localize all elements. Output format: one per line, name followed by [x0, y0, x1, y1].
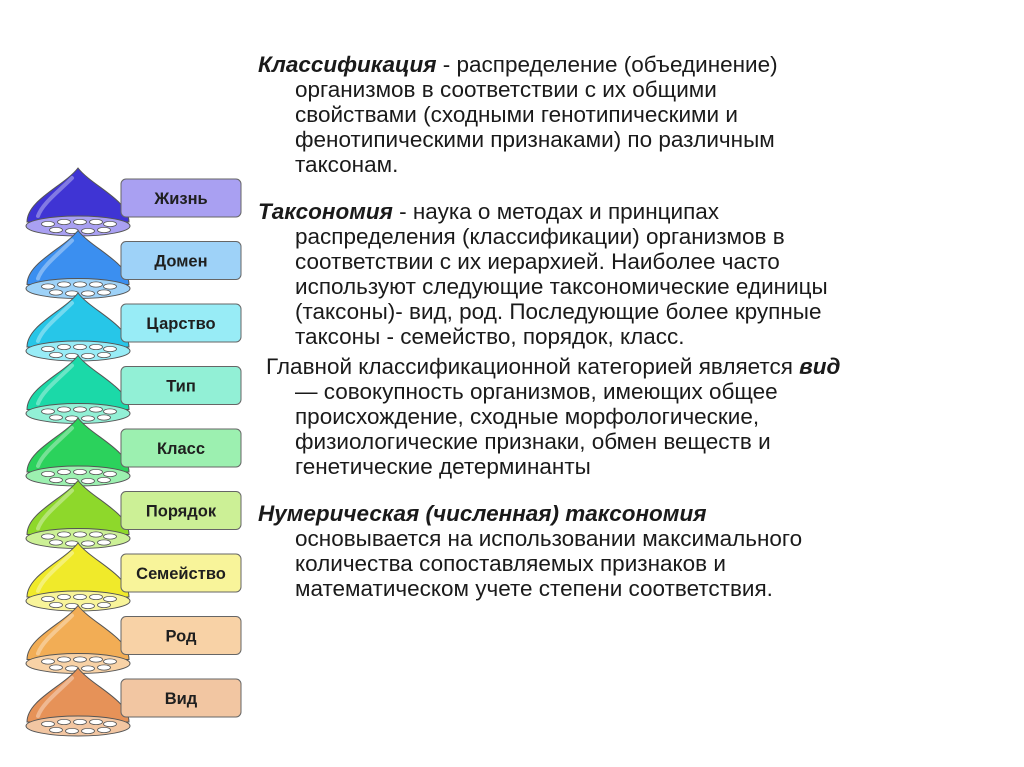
- cell-oval: [90, 532, 103, 537]
- cell-oval: [82, 291, 95, 296]
- classification-line: организмов в соответствии с их общими: [295, 77, 717, 102]
- dome: [27, 168, 129, 222]
- cell-oval: [42, 534, 55, 539]
- cell-oval: [98, 602, 111, 607]
- cell-oval: [42, 471, 55, 476]
- cell-oval: [58, 469, 71, 474]
- cell-oval: [74, 407, 87, 412]
- definitions-text: [258, 52, 998, 601]
- cell-oval: [98, 665, 111, 670]
- cell-oval: [50, 540, 63, 545]
- cell-oval: [58, 407, 71, 412]
- cell-oval: [82, 603, 95, 608]
- cell-oval: [82, 228, 95, 233]
- cell-oval: [104, 221, 117, 226]
- cell-oval: [74, 594, 87, 599]
- level-label: Домен: [154, 252, 208, 271]
- cell-oval: [58, 657, 71, 662]
- cell-oval: [50, 290, 63, 295]
- cell-oval: [90, 594, 103, 599]
- taxonomy-line: таксоны - семейство, порядок, класс.: [295, 324, 685, 349]
- cell-oval: [104, 471, 117, 476]
- species-line: генетические детерминанты: [295, 454, 591, 479]
- taxonomy-line: используют следующие таксономические единицы: [295, 274, 828, 299]
- term-taxonomy: Таксономия: [258, 199, 393, 224]
- cell-oval: [98, 477, 111, 482]
- cell-oval: [98, 352, 111, 357]
- dome: [27, 231, 129, 285]
- level-7: [26, 543, 241, 611]
- level-label: Класс: [156, 440, 206, 458]
- dome: [27, 543, 129, 597]
- cell-oval: [74, 344, 87, 349]
- cell-oval: [58, 219, 71, 224]
- numerical-taxonomy-paragraph: [258, 501, 998, 601]
- dome: [27, 668, 129, 722]
- numerical-line: математическом учете степени соответствия.: [295, 576, 773, 601]
- cell-oval: [104, 284, 117, 289]
- level-5: [26, 418, 241, 486]
- level-9: [26, 668, 241, 736]
- cell-oval: [82, 666, 95, 671]
- cell-oval: [90, 282, 103, 287]
- level-3: [26, 293, 241, 361]
- taxonomy-paragraph: Таксономия - наука о методах и принципах распределения (классификации) организмов в соответствии с их иерархией. Наиболее часто используют следующие таксономические единицы (таксоны)- вид, род. Последующие более крупные таксоны - семейство, порядок, класс.: [258, 199, 998, 349]
- cell-oval: [104, 659, 117, 664]
- level-label: Вид: [164, 690, 198, 708]
- cell-oval: [90, 219, 103, 224]
- cell-oval: [42, 346, 55, 351]
- species-paragraph: Главной классификационной категорией является вид — совокупность организмов, имеющих общее происхождение, сходные морфологические, физиологические признаки, обмен веществ и генетические детерминанты: [258, 354, 998, 479]
- numerical-line: основывается на использовании максимального: [295, 526, 803, 551]
- cell-oval: [50, 665, 63, 670]
- level-label: Порядок: [145, 502, 217, 521]
- cell-oval: [98, 415, 111, 420]
- cell-oval: [104, 596, 117, 601]
- cell-oval: [90, 344, 103, 349]
- cell-oval: [74, 219, 87, 224]
- taxonomy-line: распределения (классификации) организмов в: [295, 224, 785, 249]
- cell-oval: [98, 540, 111, 545]
- cell-oval: [90, 719, 103, 724]
- level-label: Тип: [166, 377, 196, 396]
- level-4: [26, 356, 241, 424]
- cell-oval: [104, 346, 117, 351]
- dome: [27, 418, 129, 472]
- taxonomy-line: соответствии с их иерархией. Наиболее часто: [295, 249, 780, 274]
- cell-oval: [58, 344, 71, 349]
- term-classification: Классификация: [258, 52, 437, 77]
- level-label: Царство: [146, 315, 216, 333]
- species-line: происхождение, сходные морфологические,: [295, 404, 760, 429]
- cell-oval: [66, 728, 79, 733]
- cell-oval: [58, 594, 71, 599]
- cell-oval: [50, 352, 63, 357]
- cell-oval: [82, 728, 95, 733]
- cell-oval: [42, 284, 55, 289]
- cell-oval: [50, 227, 63, 232]
- classification-paragraph: Классификация - распределение (объединение) организмов в соответствии с их общими свойствами (сходными генотипическими и фенотипическими признаками) по различным таксонам.: [258, 52, 998, 177]
- level-label: Жизнь: [154, 190, 208, 208]
- species-line: — совокупность организмов, имеющих общее: [295, 379, 778, 404]
- numerical-line: количества сопоставляемых признаков и: [295, 551, 726, 576]
- term-numerical-taxonomy: Нумерическая (численная) таксономия: [258, 501, 707, 526]
- taxonomy-line: (таксоны)- вид, род. Последующие более крупные: [295, 299, 822, 324]
- cell-oval: [42, 721, 55, 726]
- cell-oval: [58, 282, 71, 287]
- cell-oval: [50, 415, 63, 420]
- dome: [27, 606, 129, 660]
- cell-oval: [74, 657, 87, 662]
- cell-oval: [82, 416, 95, 421]
- level-label: Род: [165, 627, 197, 646]
- dome: [27, 481, 129, 535]
- cell-oval: [50, 477, 63, 482]
- classification-line: фенотипическими признаками) по различным: [295, 127, 775, 152]
- cell-oval: [98, 727, 111, 732]
- level-8: [26, 606, 241, 674]
- cell-oval: [42, 659, 55, 664]
- cell-oval: [42, 221, 55, 226]
- cell-oval: [58, 719, 71, 724]
- species-line: физиологические признаки, обмен веществ и: [295, 429, 771, 454]
- cell-oval: [104, 721, 117, 726]
- level-2: [26, 231, 241, 299]
- cell-oval: [58, 532, 71, 537]
- level-1: [26, 168, 241, 236]
- cell-oval: [98, 290, 111, 295]
- cell-oval: [90, 469, 103, 474]
- cell-oval: [74, 469, 87, 474]
- cell-oval: [50, 727, 63, 732]
- cell-oval: [42, 596, 55, 601]
- dome: [27, 356, 129, 410]
- classification-line: таксонам.: [295, 152, 399, 177]
- level-label: Семейство: [136, 565, 226, 583]
- term-species: вид: [799, 354, 841, 379]
- cell-oval: [74, 532, 87, 537]
- cell-oval: [82, 541, 95, 546]
- taxonomy-hierarchy-diagram: [0, 0, 260, 767]
- classification-line: свойствами (сходными генотипическими и: [295, 102, 738, 127]
- cell-oval: [82, 478, 95, 483]
- cell-oval: [104, 534, 117, 539]
- cell-oval: [74, 719, 87, 724]
- cell-oval: [82, 353, 95, 358]
- level-6: [26, 481, 241, 549]
- cell-oval: [50, 602, 63, 607]
- dome: [27, 293, 129, 347]
- cell-oval: [90, 407, 103, 412]
- cell-oval: [90, 657, 103, 662]
- cell-oval: [104, 409, 117, 414]
- cell-oval: [74, 282, 87, 287]
- cell-oval: [42, 409, 55, 414]
- cell-oval: [98, 227, 111, 232]
